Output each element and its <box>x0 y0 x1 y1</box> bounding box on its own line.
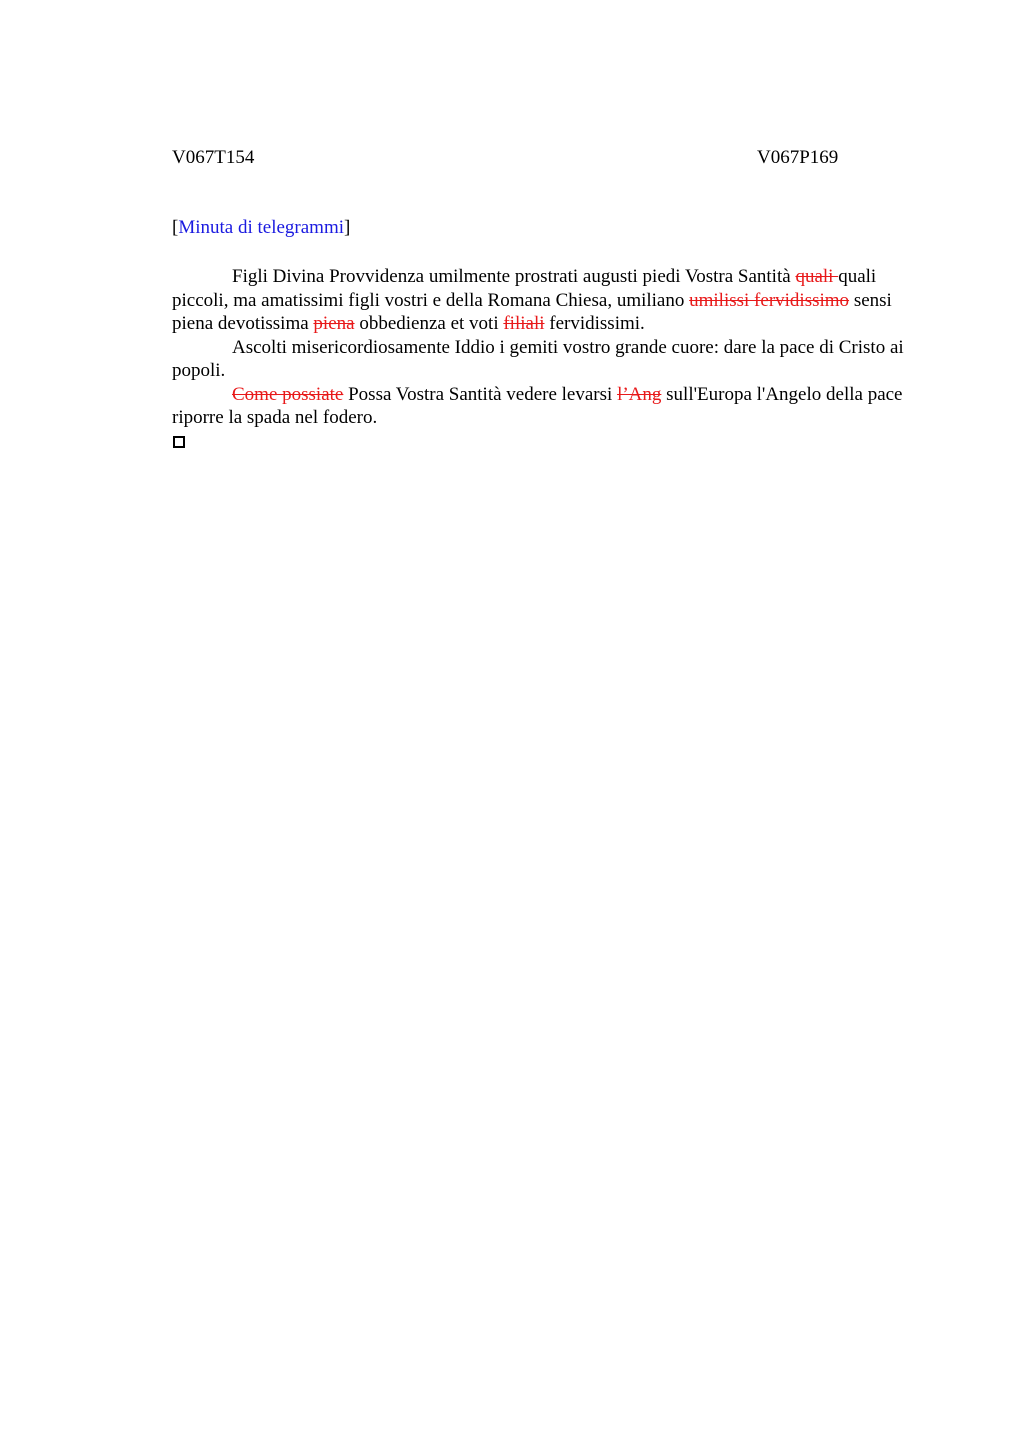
text-run: quali piccoli, ma amatissimi figli vostri e della Romana Chiesa, umiliano <box>172 266 877 311</box>
document-code: V067T154 <box>172 147 255 168</box>
title-open-bracket: [ <box>172 217 179 238</box>
text-run: obbedienza et voti <box>354 313 504 334</box>
title-close-bracket: ] <box>344 217 351 238</box>
deleted-text: umilissi fervidissimo <box>689 289 850 311</box>
end-of-document-square-icon <box>173 436 185 448</box>
document-title <box>172 216 350 240</box>
document-body <box>172 265 924 430</box>
paragraph-3 <box>172 383 924 430</box>
paragraph-1 <box>172 265 924 336</box>
text-run: Figli Divina Provvidenza umilmente prostrati augusti piedi Vostra Santità <box>232 266 796 287</box>
title-text: Minuta di telegrammi <box>178 217 345 238</box>
text-run: Possa Vostra Santità vedere levarsi <box>343 383 618 405</box>
text-run: sull'Europa l'Angelo della pace riporre la spada nel fodero. <box>172 383 903 428</box>
deleted-text: Come possiate <box>232 383 344 405</box>
text-run: fervidissimi. <box>544 313 645 334</box>
deleted-text: piena <box>313 313 355 334</box>
deleted-text: filiali <box>503 313 545 334</box>
paragraph-2 <box>172 336 924 383</box>
text-run: Ascolti misericordiosamente Iddio i gemiti vostro grande cuore: dare la pace di Cristo ai popoli. <box>172 336 904 381</box>
deleted-text: l’Ang <box>617 383 662 405</box>
text-run: sensi piena devotissima <box>172 289 892 334</box>
page-code: V067P169 <box>757 147 839 168</box>
deleted-text: quali <box>795 266 839 287</box>
